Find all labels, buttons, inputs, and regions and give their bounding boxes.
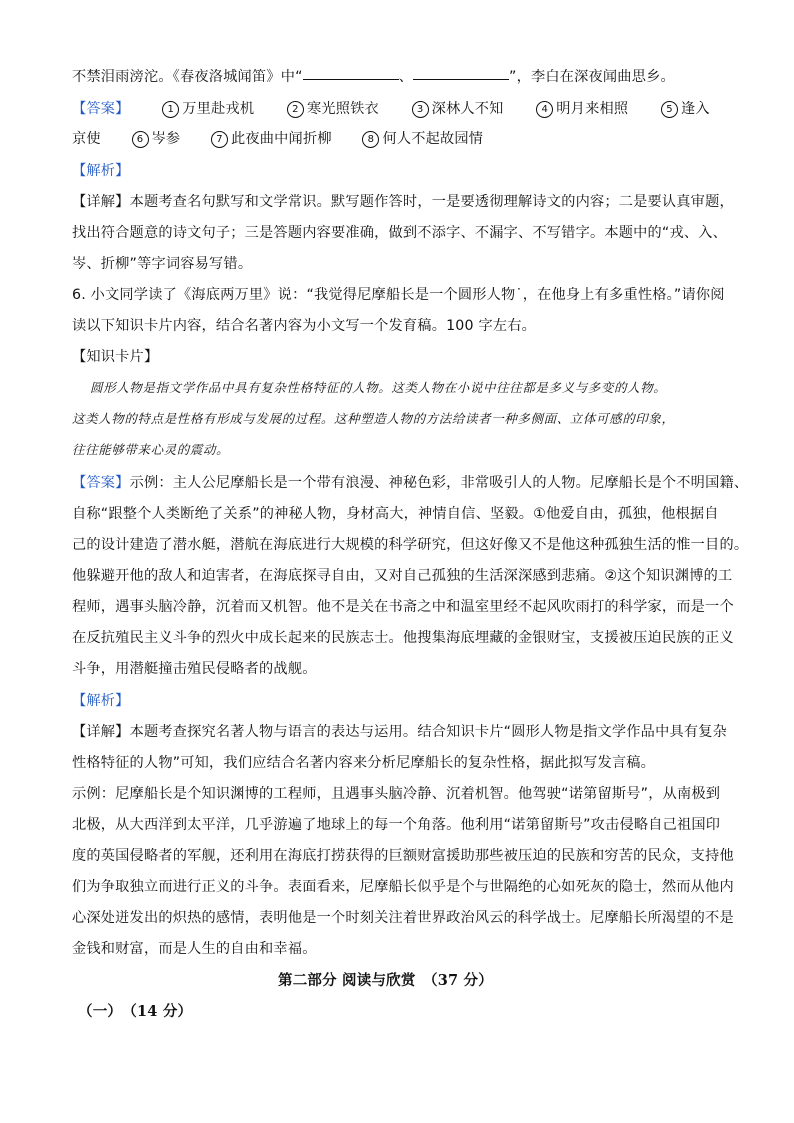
answer-item: 7 此夜曲中闻折柳: [211, 129, 332, 149]
analysis-line: 度的英国侵略者的军舰，还利用在海底打捞获得的巨额财富援助那些被压迫的民族和穷苦的民众，支持他: [72, 848, 734, 864]
answer-item: 8 何人不起故园情: [362, 129, 483, 149]
knowledge-card-label: 【知识卡片】: [72, 349, 159, 365]
q5-answer-line-1: [72, 99, 710, 119]
analysis-line: 岑、折柳”等字词容易写错。: [72, 256, 253, 272]
answer-blank-2: [413, 66, 509, 80]
answer-line: 自称“跟整个人类断绝了关系”的神秘人物，身材高大，神情自信、坚毅。①他爱自由，孤独，他根据自: [72, 506, 719, 522]
answer-line: 斗争，用潜艇撞击殖民侵略者的战舰。: [72, 661, 317, 677]
answer-item: 5 逢入: [661, 99, 710, 119]
part-two-title: 第二部分 阅读与欣赏 （37 分）: [278, 972, 493, 989]
answer-line: 己的设计建造了潜水艇，潜航在海底进行大规模的科学研究，但这好像又不是他这种孤独生活的惟一目的。: [72, 537, 749, 553]
analysis-line: 们为争取独立而进行正义的斗争。表面看来，尼摩船长似乎是个与世隔绝的心如死灰的隐士，然而从他内: [72, 879, 734, 895]
answer-line: 程师，遇事头脑冷静，沉着而又机智。他不是关在书斋之中和温室里经不起风吹雨打的科学家，而是一个: [72, 599, 734, 615]
answer-item: 4 明月来相照: [536, 99, 628, 119]
answer-item: 6 岑参: [132, 129, 181, 149]
question-6-line: 读以下知识卡片内容，结合名著内容为小文写一个发育稿。100 字左右。: [72, 318, 537, 334]
q5-tail-line: 不禁泪雨滂沱。《春夜洛城闻笛》中“ 、 ”，李白在深夜闻曲思乡。: [72, 66, 675, 87]
answer-item: 3 深林人不知: [412, 99, 504, 119]
analysis-line: 示例：尼摩船长是个知识渊博的工程师，且遇事头脑冷静、沉着机智。他驾驶“诺第留斯号”，从南极到: [72, 786, 721, 802]
answer-label: 【答案】: [72, 101, 130, 117]
knowledge-card-line: 圆形人物是指文学作品中具有复杂性格特征的人物。这类人物在小说中往往都是多义与多变的人物。: [90, 380, 667, 395]
analysis-label: 【解析】: [72, 163, 130, 179]
answer-line: 【答案】示例：主人公尼摩船长是一个带有浪漫、神秘色彩，非常吸引人的人物。尼摩船长是个不明国籍、: [72, 475, 749, 491]
q5-answer-line-2: 京使 6 岑参 7 此夜曲中闻折柳 8 何人不起故园情: [72, 131, 484, 147]
analysis-line: 性格特征的人物”可知，我们应结合名著内容来分析尼摩船长的复杂性格，据此拟写发言稿。: [72, 755, 656, 771]
answer-blank-1: [303, 66, 399, 80]
answer-item: 1 万里赴戎机: [162, 99, 254, 119]
analysis-line: 【详解】本题考查名句默写和文学常识。默写题作答时，一是要透彻理解诗文的内容；二是要认真审题，: [72, 194, 734, 210]
analysis-line: 找出符合题意的诗文句子；三是答题内容要准确，做到不添字、不漏字、不写错字。本题中的“戎、入、: [72, 225, 727, 241]
answer-line: 在反抗殖民主义斗争的烈火中成长起来的民族志士。他搜集海底埋藏的金银财宝，支援被压迫民族的正义: [72, 630, 734, 646]
analysis-line: 金钱和财富，而是人生的自由和幸福。: [72, 941, 317, 957]
analysis-line: 心深处迸发出的炽热的感情，表明他是一个时刻关注着世界政治风云的科学战士。尼摩船长所渴望的不是: [72, 910, 734, 926]
knowledge-card-line: 这类人物的特点是性格有形成与发展的过程。这种塑造人物的方法给读者一种多侧面、立体可感的印象，: [72, 411, 675, 426]
question-6-line: 6. 小文同学读了《海底两万里》说：“我觉得尼摩船长是一个圆形人物˙，在他身上有多重性格。”请你阅: [72, 287, 725, 303]
answer-item: 2 寒光照铁衣: [287, 99, 379, 119]
analysis-line: 【详解】本题考查探究名著人物与语言的表达与运用。结合知识卡片“圆形人物是指文学作品中具有复杂: [72, 724, 728, 740]
analysis-label: 【解析】: [72, 693, 130, 709]
answer-line: 他躲避开他的敌人和迫害者，在海底探寻自由，又对自己孤独的生活深深感到悲痛。②这个知识渊博的工: [72, 568, 733, 584]
section-one-heading: （一） （14 分）: [78, 1003, 193, 1020]
answer-label: 【答案】: [72, 475, 130, 491]
analysis-line: 北极，从大西洋到太平洋，几乎游遍了地球上的每一个角落。他利用“诺第留斯号”攻击侵略自己祖国印: [72, 817, 721, 833]
knowledge-card-line: 往往能够带来心灵的震动。: [72, 442, 230, 457]
